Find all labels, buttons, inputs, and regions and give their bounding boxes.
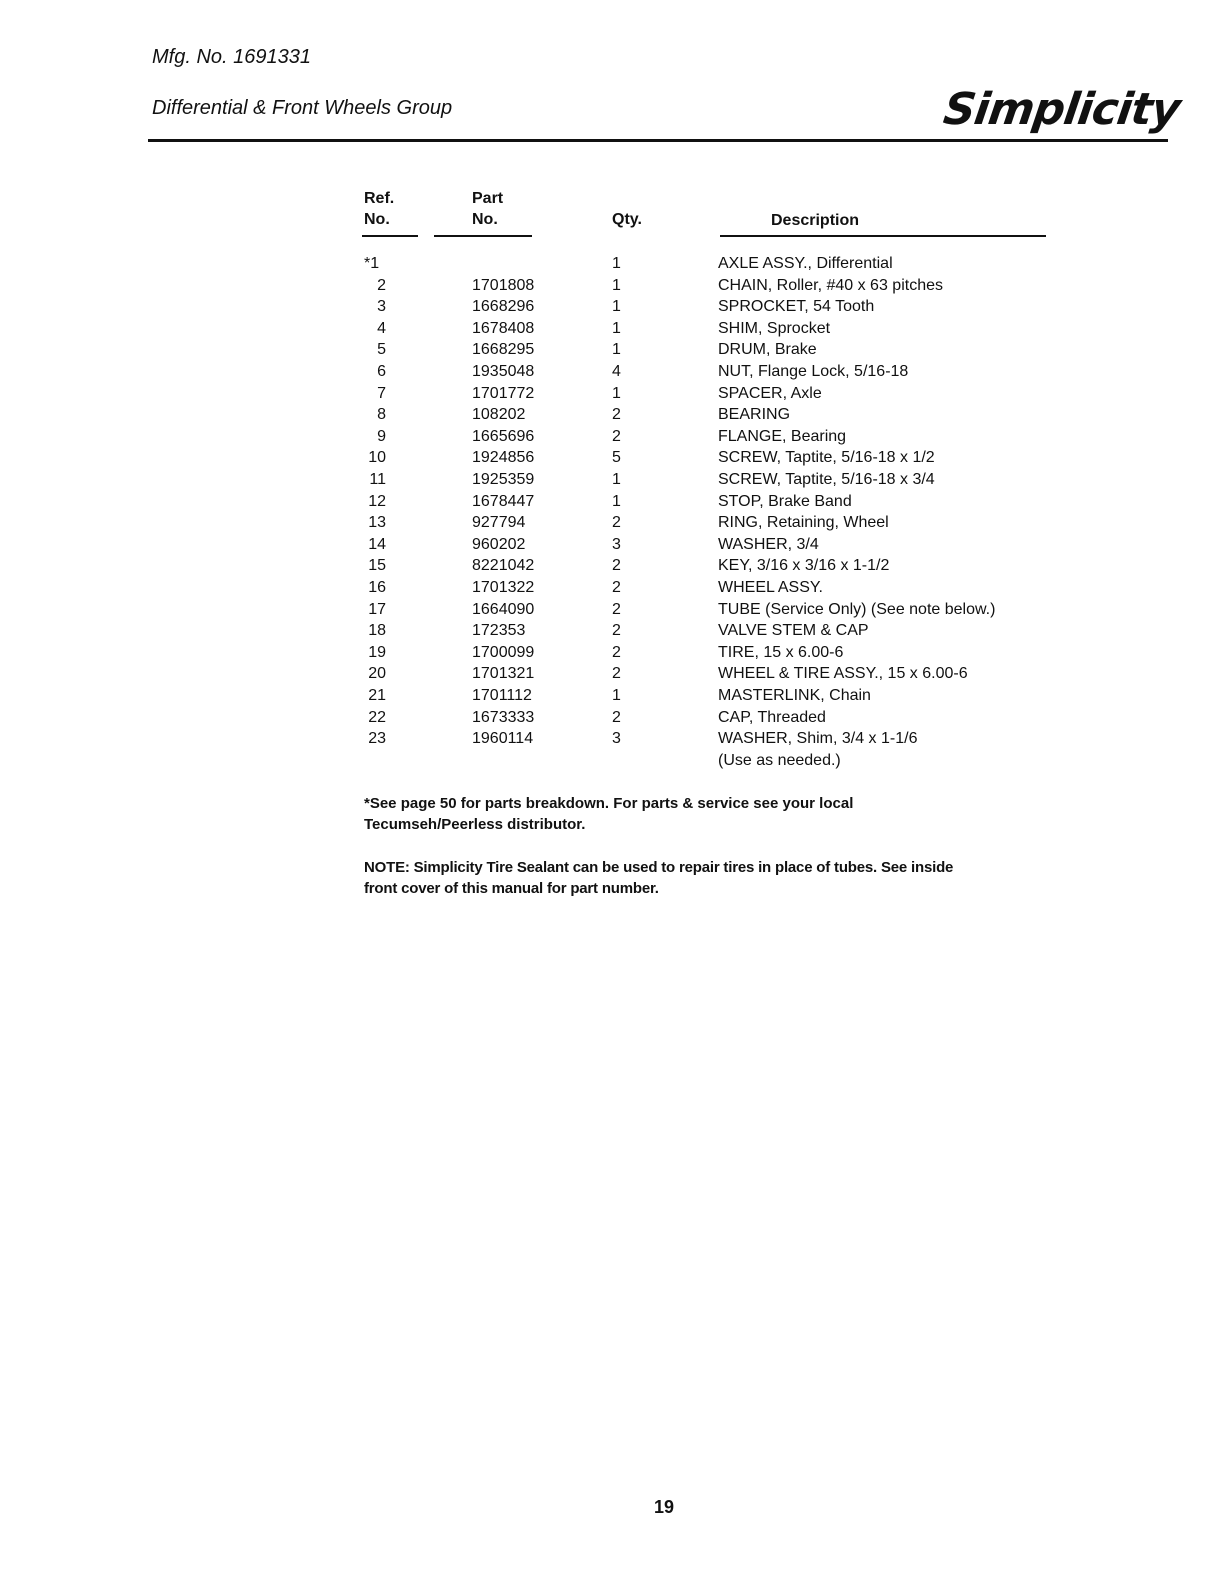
row-qty: 1 — [612, 384, 621, 402]
row-description: NUT, Flange Lock, 5/16-18 — [718, 363, 909, 380]
row-ref: 11 — [369, 471, 386, 488]
row-ref: 2 — [377, 276, 386, 294]
row-ref: 9 — [377, 427, 386, 445]
row-part-number: 1960114 — [472, 730, 534, 748]
row-part-number: 1678447 — [472, 492, 535, 510]
row-ref: 13 — [368, 514, 386, 532]
row-description: STOP, Brake Band — [718, 492, 852, 510]
header-rule-part — [434, 235, 532, 237]
row-description: FLANGE, Bearing — [718, 427, 847, 445]
row-ref: 6 — [377, 363, 386, 380]
row-part-number: 960202 — [472, 535, 526, 553]
row-part-number: 172353 — [472, 622, 526, 640]
row-ref: *1 — [364, 255, 380, 272]
row-ref: 16 — [368, 579, 386, 596]
footnote: *See page 50 for parts breakdown. For parts & service see your local Tecumseh/Peerless distributor. — [364, 795, 854, 833]
row-description: WASHER, 3/4 — [718, 535, 819, 553]
row-part-number: 1668296 — [472, 298, 535, 316]
header-part: Part No. — [472, 190, 504, 228]
row-qty: 1 — [612, 298, 621, 316]
row-qty: 5 — [612, 449, 621, 467]
brand-logo: Simplicity — [940, 84, 1183, 135]
row-qty: 2 — [612, 514, 621, 532]
row-qty: 3 — [612, 730, 621, 748]
row-description: RING, Retaining, Wheel — [718, 514, 889, 532]
header-rule — [148, 139, 1168, 142]
row-extra-desc: (Use as needed.) — [718, 752, 841, 769]
row-description: TIRE, 15 x 6.00-6 — [718, 643, 844, 661]
row-qty: 2 — [612, 406, 621, 424]
row-part-number: 8221042 — [472, 557, 535, 575]
row-part-number: 1925359 — [472, 471, 535, 488]
row-qty: 3 — [612, 535, 621, 553]
row-description: CHAIN, Roller, #40 x 63 pitches — [718, 276, 943, 294]
row-ref: 14 — [368, 535, 386, 553]
row-qty: 2 — [612, 708, 621, 726]
row-part-number: 1678408 — [472, 319, 535, 337]
row-ref: 12 — [368, 492, 386, 510]
row-ref: 21 — [368, 687, 386, 704]
row-qty: 2 — [612, 427, 621, 445]
header-qty: Qty. — [612, 211, 642, 228]
row-description: SHIM, Sprocket — [718, 319, 831, 337]
row-ref: 7 — [377, 384, 386, 402]
header-rule-desc — [720, 235, 1046, 237]
row-qty: 1 — [612, 255, 621, 272]
row-description: VALVE STEM & CAP — [718, 622, 869, 640]
row-description: MASTERLINK, Chain — [718, 687, 871, 704]
row-description: SCREW, Taptite, 5/16-18 x 1/2 — [718, 449, 935, 467]
row-ref: 17 — [368, 600, 386, 618]
row-qty: 1 — [612, 341, 621, 359]
page-number: 19 — [654, 1497, 675, 1517]
row-part-number: 1701322 — [472, 579, 535, 596]
row-part-number: 1701772 — [472, 384, 535, 402]
row-part-number: 927794 — [472, 514, 526, 532]
row-part-number: 1701808 — [472, 276, 535, 294]
row-qty: 1 — [612, 687, 621, 704]
row-part-number: 1664090 — [472, 600, 535, 618]
row-ref: 22 — [368, 708, 386, 726]
header-rule-ref — [362, 235, 418, 237]
row-part-number: 108202 — [472, 406, 526, 424]
row-qty: 2 — [612, 579, 621, 596]
row-ref: 4 — [377, 319, 386, 337]
row-part-number: 1924856 — [472, 449, 535, 467]
row-part-number: 1701112 — [472, 687, 532, 704]
group-title: Differential & Front Wheels Group — [152, 97, 453, 119]
row-qty: 2 — [612, 665, 621, 683]
row-description: CAP, Threaded — [718, 708, 826, 726]
row-ref: 19 — [368, 643, 386, 661]
row-description: SPACER, Axle — [718, 384, 822, 402]
header-ref: Ref. No. — [364, 190, 395, 228]
row-ref: 18 — [368, 622, 386, 640]
row-qty: 2 — [612, 600, 621, 618]
row-description: SPROCKET, 54 Tooth — [718, 298, 875, 316]
row-part-number: 1673333 — [472, 708, 535, 726]
row-qty: 1 — [612, 276, 621, 294]
row-qty: 2 — [612, 643, 621, 661]
row-ref: 3 — [377, 298, 386, 316]
row-part-number: 1668295 — [472, 341, 535, 359]
row-description: WHEEL ASSY. — [718, 579, 823, 596]
row-qty: 2 — [612, 557, 621, 575]
row-description: DRUM, Brake — [718, 341, 817, 359]
row-ref: 10 — [368, 449, 386, 467]
row-description: TUBE (Service Only) (See note below.) — [718, 600, 996, 618]
row-part-number: 1935048 — [472, 363, 535, 380]
row-description: BEARING — [718, 406, 791, 424]
row-part-number: 1665696 — [472, 427, 535, 445]
row-description: SCREW, Taptite, 5/16-18 x 3/4 — [718, 471, 935, 488]
row-ref: 15 — [368, 557, 386, 575]
row-qty: 4 — [612, 363, 621, 380]
row-ref: 5 — [377, 341, 386, 359]
row-ref: 23 — [368, 730, 386, 748]
row-description: WASHER, Shim, 3/4 x 1-1/6 — [718, 730, 918, 748]
row-qty: 1 — [612, 471, 621, 488]
row-part-number: 1701321 — [472, 665, 535, 683]
row-qty: 1 — [612, 492, 621, 510]
row-qty: 1 — [612, 319, 621, 337]
tire-sealant-note: NOTE: Simplicity Tire Sealant can be used to repair tires in place of tubes. See inside front cover of this manual for part number. — [364, 859, 954, 897]
row-description: KEY, 3/16 x 3/16 x 1-1/2 — [718, 557, 890, 575]
mfg-number: Mfg. No. 1691331 — [152, 46, 311, 68]
row-ref: 8 — [377, 406, 386, 424]
row-qty: 2 — [612, 622, 621, 640]
row-description: AXLE ASSY., Differential — [718, 255, 893, 272]
header-description: Description — [771, 212, 860, 229]
row-ref: 20 — [368, 665, 386, 683]
row-description: WHEEL & TIRE ASSY., 15 x 6.00-6 — [718, 665, 968, 683]
row-part-number: 1700099 — [472, 643, 535, 661]
